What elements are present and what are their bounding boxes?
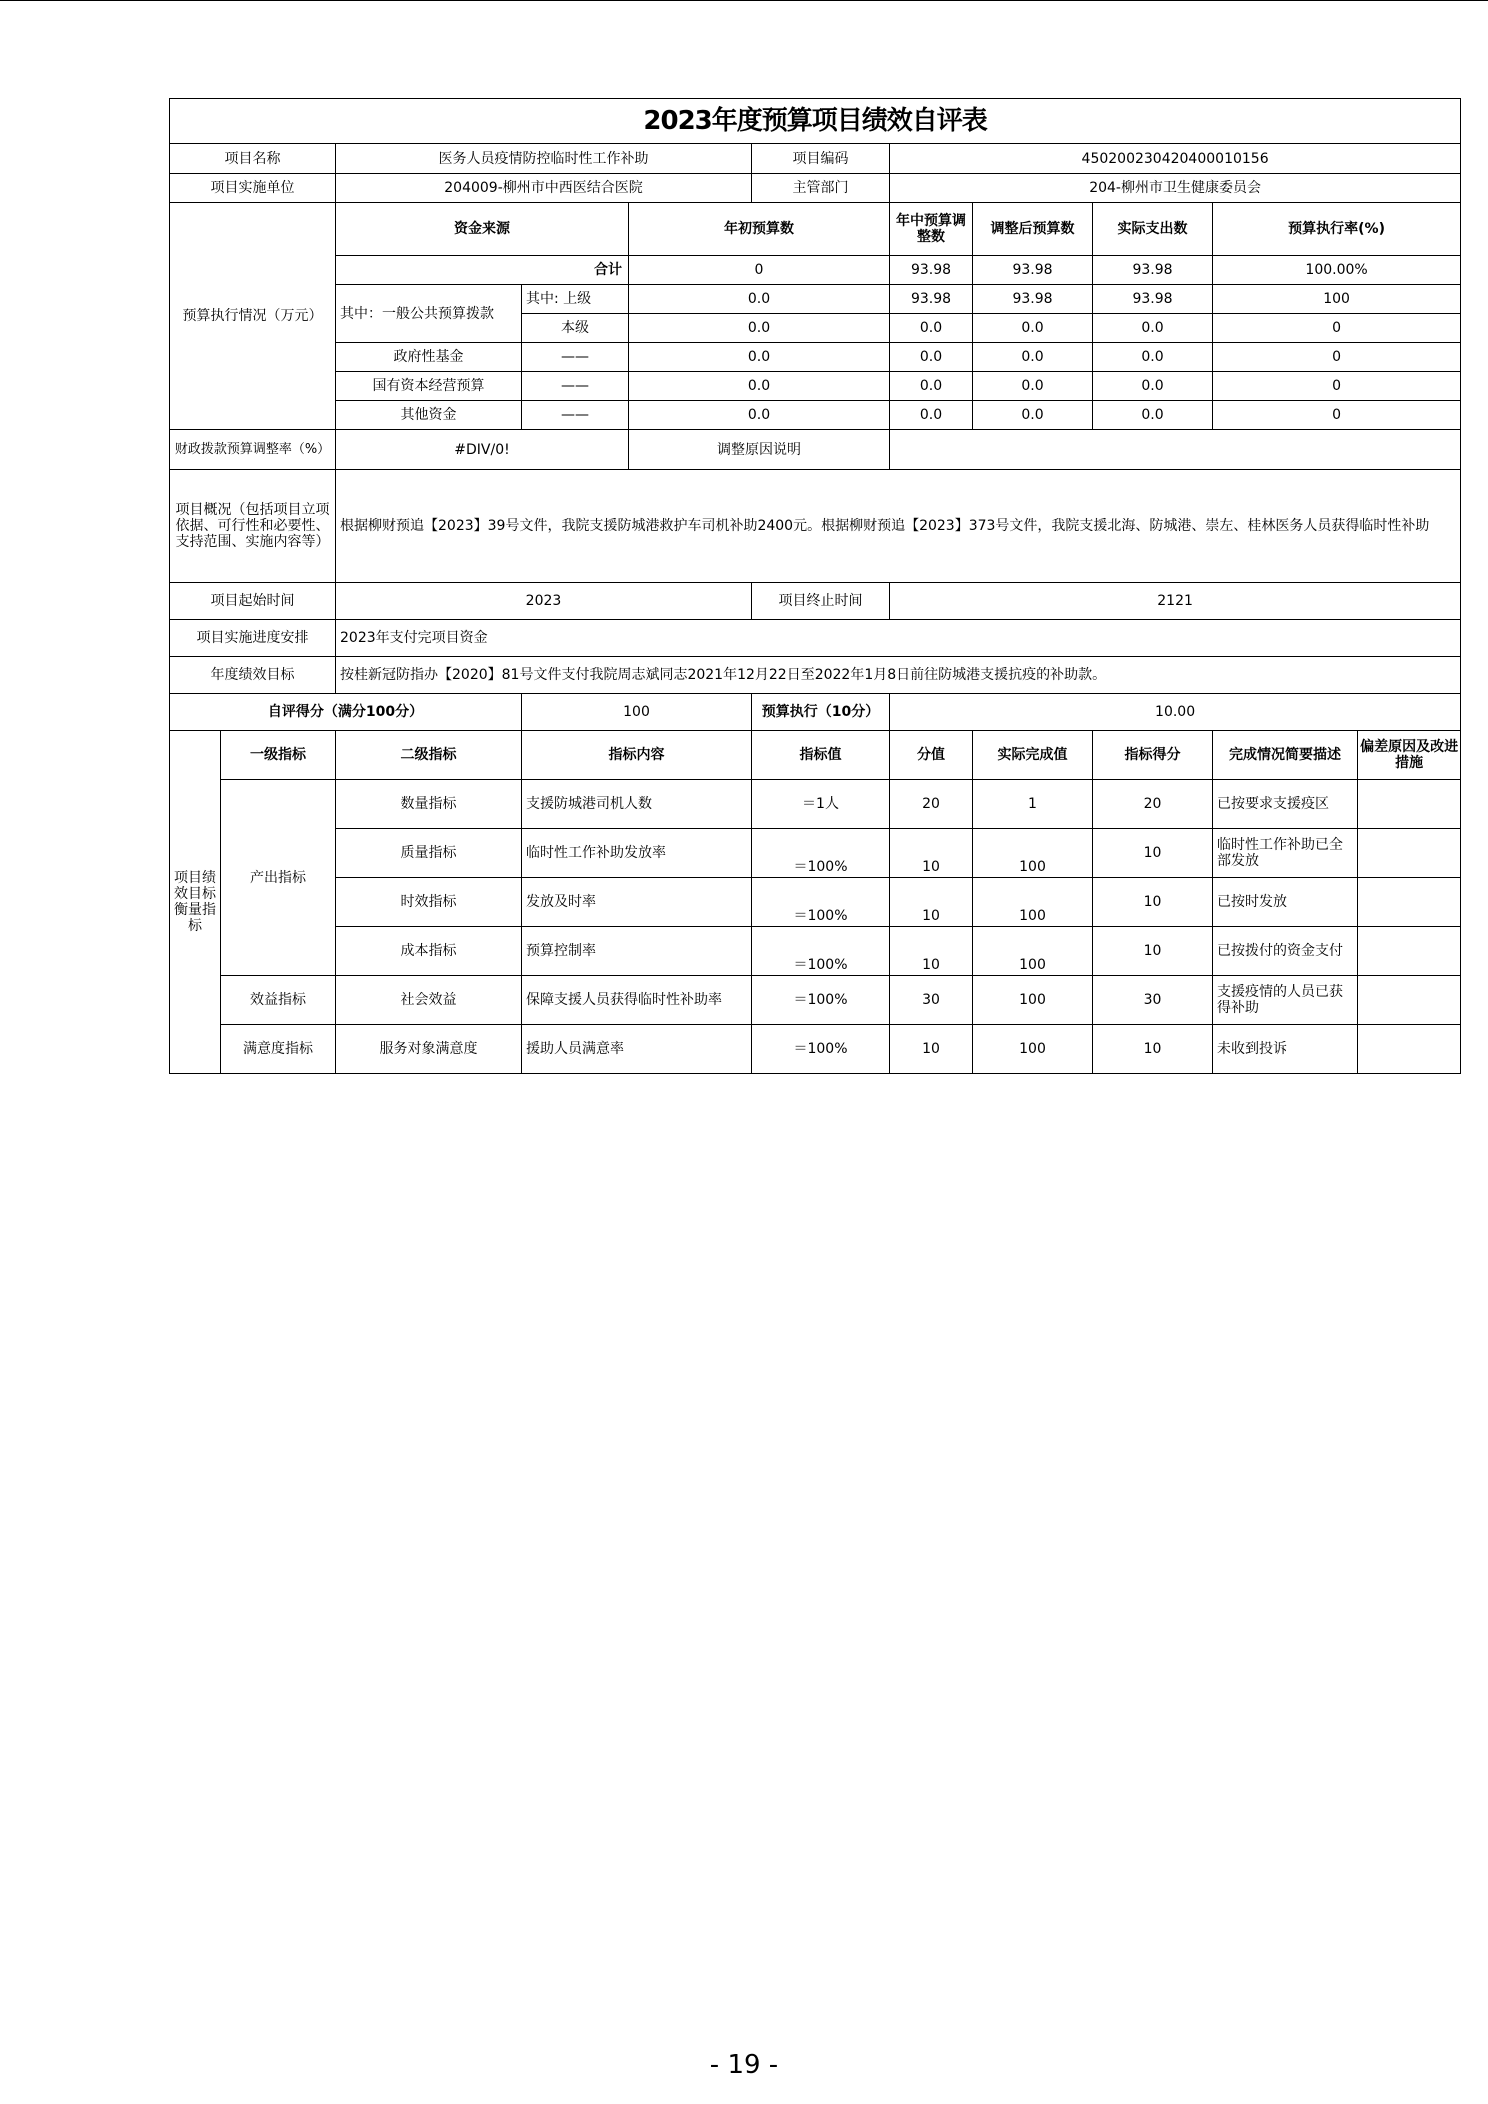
- budget-header-source: 资金来源: [336, 203, 629, 256]
- adjust-rate-label: 财政拨款预算调整率（%）: [170, 430, 336, 470]
- budget-general-local-label: 本级: [522, 314, 629, 343]
- indicator-points: 10: [890, 1025, 973, 1074]
- budget-general-upper-rate: 100: [1213, 285, 1461, 314]
- project-name-row: [170, 144, 1461, 174]
- indicator-header-value: 指标值: [752, 731, 890, 780]
- budget-fund-rate: 0: [1213, 343, 1461, 372]
- exec-score-label: 预算执行（10分）: [752, 694, 890, 731]
- indicator-content: 援助人员满意率: [522, 1025, 752, 1074]
- indicator-row: [170, 927, 1461, 976]
- budget-fund-initial: 0.0: [629, 343, 890, 372]
- indicator-score: 10: [1093, 878, 1213, 927]
- indicator-section-label: 项目绩效目标衡量指标: [170, 731, 221, 1074]
- indicator-level2: 服务对象满意度: [336, 1025, 522, 1074]
- indicator-reason: [1358, 780, 1461, 829]
- indicator-reason: [1358, 927, 1461, 976]
- indicator-reason: [1358, 829, 1461, 878]
- indicator-actual: 100: [973, 927, 1093, 976]
- indicator-reason: [1358, 976, 1461, 1025]
- budget-general-local-adjusted: 0.0: [973, 314, 1093, 343]
- dept-value: 204-柳州市卫生健康委员会: [890, 174, 1461, 203]
- indicator-desc: 未收到投诉: [1213, 1025, 1358, 1074]
- evaluation-table: [169, 98, 1461, 1074]
- budget-header-row: [170, 203, 1461, 256]
- project-code-value: 450200230420400010156: [890, 144, 1461, 174]
- project-unit-row: [170, 174, 1461, 203]
- budget-state-capital-initial: 0.0: [629, 372, 890, 401]
- budget-section-label: 预算执行情况（万元）: [170, 203, 336, 430]
- budget-fund-label: 政府性基金: [336, 343, 522, 372]
- indicator-desc: 支援疫情的人员已获得补助: [1213, 976, 1358, 1025]
- budget-fund-actual: 0.0: [1093, 343, 1213, 372]
- indicator-desc: 已按时发放: [1213, 878, 1358, 927]
- indicator-level2: 社会效益: [336, 976, 522, 1025]
- indicator-header-desc: 完成情况简要描述: [1213, 731, 1358, 780]
- budget-total-actual: 93.98: [1093, 256, 1213, 285]
- budget-state-capital-dash: ——: [522, 372, 629, 401]
- indicator-row: [170, 976, 1461, 1025]
- self-score-label: 自评得分（满分100分）: [170, 694, 522, 731]
- project-unit-label: 项目实施单位: [170, 174, 336, 203]
- adjust-rate-value: #DIV/0!: [336, 430, 629, 470]
- budget-header-rate: 预算执行率(%): [1213, 203, 1461, 256]
- page-top-border: [0, 0, 1488, 1]
- adjust-rate-row: [170, 430, 1461, 470]
- indicator-value: ＝100%: [752, 829, 890, 878]
- budget-other-actual: 0.0: [1093, 401, 1213, 430]
- budget-row-total: [170, 256, 1461, 285]
- start-time-value: 2023: [336, 583, 752, 620]
- budget-general-label: 其中：一般公共预算拨款: [336, 285, 522, 343]
- budget-row-other: [170, 401, 1461, 430]
- budget-fund-midyear: 0.0: [890, 343, 973, 372]
- indicator-content: 发放及时率: [522, 878, 752, 927]
- adjust-reason-label: 调整原因说明: [629, 430, 890, 470]
- indicator-desc: 临时性工作补助已全部发放: [1213, 829, 1358, 878]
- indicator-score: 10: [1093, 1025, 1213, 1074]
- budget-header-actual: 实际支出数: [1093, 203, 1213, 256]
- indicator-header-actual: 实际完成值: [973, 731, 1093, 780]
- budget-state-capital-actual: 0.0: [1093, 372, 1213, 401]
- indicator-content: 保障支援人员获得临时性补助率: [522, 976, 752, 1025]
- end-time-value: 2121: [890, 583, 1461, 620]
- indicator-value: ＝100%: [752, 927, 890, 976]
- budget-general-upper-actual: 93.98: [1093, 285, 1213, 314]
- indicator-row: [170, 1025, 1461, 1074]
- end-time-label: 项目终止时间: [752, 583, 890, 620]
- indicator-actual: 100: [973, 1025, 1093, 1074]
- indicator-group-output: 产出指标: [221, 780, 336, 976]
- schedule-row: [170, 620, 1461, 657]
- budget-general-upper-midyear: 93.98: [890, 285, 973, 314]
- adjust-reason-value: [890, 430, 1461, 470]
- period-row: [170, 583, 1461, 620]
- schedule-label: 项目实施进度安排: [170, 620, 336, 657]
- budget-general-local-initial: 0.0: [629, 314, 890, 343]
- project-unit-value: 204009-柳州市中西医结合医院: [336, 174, 752, 203]
- schedule-text: 2023年支付完项目资金: [336, 620, 1461, 657]
- indicator-row: [170, 780, 1461, 829]
- goal-row: [170, 657, 1461, 694]
- budget-general-upper-label: 其中: 上级: [522, 285, 629, 314]
- budget-general-upper-adjusted: 93.98: [973, 285, 1093, 314]
- goal-text: 按桂新冠防指办【2020】81号文件支付我院周志斌同志2021年12月22日至2022年1月8日前往防城港支援抗疫的补助款。: [336, 657, 1461, 694]
- indicator-points: 10: [890, 878, 973, 927]
- budget-total-initial: 0: [629, 256, 890, 285]
- budget-general-upper-initial: 0.0: [629, 285, 890, 314]
- indicator-level2: 成本指标: [336, 927, 522, 976]
- indicator-row: [170, 829, 1461, 878]
- overview-text: 根据柳财预追【2023】39号文件，我院支援防城港救护车司机补助2400元。根据柳财预追【2023】373号文件，我院支援北海、防城港、崇左、桂林医务人员获得临时性补助: [336, 470, 1461, 583]
- indicator-points: 20: [890, 780, 973, 829]
- budget-state-capital-label: 国有资本经营预算: [336, 372, 522, 401]
- title-row: [170, 99, 1461, 144]
- indicator-value: ＝100%: [752, 976, 890, 1025]
- budget-other-rate: 0: [1213, 401, 1461, 430]
- budget-header-initial: 年初预算数: [629, 203, 890, 256]
- indicator-score: 20: [1093, 780, 1213, 829]
- overview-label: 项目概况（包括项目立项依据、可行性和必要性、支持范围、实施内容等）: [170, 470, 336, 583]
- exec-score-value: 10.00: [890, 694, 1461, 731]
- indicator-actual: 100: [973, 829, 1093, 878]
- budget-general-local-rate: 0: [1213, 314, 1461, 343]
- indicator-header-content: 指标内容: [522, 731, 752, 780]
- overview-row: [170, 470, 1461, 583]
- project-name-value: 医务人员疫情防控临时性工作补助: [336, 144, 752, 174]
- indicator-content: 预算控制率: [522, 927, 752, 976]
- budget-other-dash: ——: [522, 401, 629, 430]
- performance-evaluation-sheet: [169, 98, 1460, 1074]
- indicator-actual: 1: [973, 780, 1093, 829]
- indicator-score: 30: [1093, 976, 1213, 1025]
- budget-total-adjusted: 93.98: [973, 256, 1093, 285]
- budget-row-fund: [170, 343, 1461, 372]
- budget-fund-adjusted: 0.0: [973, 343, 1093, 372]
- indicator-content: 支援防城港司机人数: [522, 780, 752, 829]
- budget-other-midyear: 0.0: [890, 401, 973, 430]
- goal-label: 年度绩效目标: [170, 657, 336, 694]
- indicator-group-benefit: 效益指标: [221, 976, 336, 1025]
- dept-label: 主管部门: [752, 174, 890, 203]
- indicator-actual: 100: [973, 976, 1093, 1025]
- project-name-label: 项目名称: [170, 144, 336, 174]
- indicator-header-level2: 二级指标: [336, 731, 522, 780]
- budget-state-capital-rate: 0: [1213, 372, 1461, 401]
- indicator-header-points: 分值: [890, 731, 973, 780]
- indicator-score: 10: [1093, 829, 1213, 878]
- budget-header-adjusted: 调整后预算数: [973, 203, 1093, 256]
- budget-total-label: 合计: [336, 256, 629, 285]
- indicator-points: 10: [890, 829, 973, 878]
- indicator-actual: 100: [973, 878, 1093, 927]
- indicator-points: 10: [890, 927, 973, 976]
- indicator-content: 临时性工作补助发放率: [522, 829, 752, 878]
- budget-state-capital-midyear: 0.0: [890, 372, 973, 401]
- budget-general-local-midyear: 0.0: [890, 314, 973, 343]
- indicator-level2: 数量指标: [336, 780, 522, 829]
- indicator-header-score: 指标得分: [1093, 731, 1213, 780]
- indicator-value: ＝1人: [752, 780, 890, 829]
- indicator-header-level1: 一级指标: [221, 731, 336, 780]
- budget-state-capital-adjusted: 0.0: [973, 372, 1093, 401]
- indicator-desc: 已按拨付的资金支付: [1213, 927, 1358, 976]
- indicator-group-satisfaction: 满意度指标: [221, 1025, 336, 1074]
- project-code-label: 项目编码: [752, 144, 890, 174]
- indicator-desc: 已按要求支援疫区: [1213, 780, 1358, 829]
- budget-other-label: 其他资金: [336, 401, 522, 430]
- budget-row-general-upper: [170, 285, 1461, 314]
- page-number: - 19 -: [709, 2050, 779, 2080]
- indicator-points: 30: [890, 976, 973, 1025]
- indicator-level2: 质量指标: [336, 829, 522, 878]
- budget-general-local-actual: 0.0: [1093, 314, 1213, 343]
- indicator-row: [170, 878, 1461, 927]
- score-row: [170, 694, 1461, 731]
- indicator-value: ＝100%: [752, 1025, 890, 1074]
- budget-total-rate: 100.00%: [1213, 256, 1461, 285]
- indicator-reason: [1358, 878, 1461, 927]
- indicator-reason: [1358, 1025, 1461, 1074]
- budget-total-midyear: 93.98: [890, 256, 973, 285]
- indicator-score: 10: [1093, 927, 1213, 976]
- indicator-header-reason: 偏差原因及改进措施: [1358, 731, 1461, 780]
- self-score-value: 100: [522, 694, 752, 731]
- budget-row-state-capital: [170, 372, 1461, 401]
- budget-other-adjusted: 0.0: [973, 401, 1093, 430]
- page-title: 2023年度预算项目绩效自评表: [170, 99, 1461, 144]
- budget-header-midyear: 年中预算调整数: [890, 203, 973, 256]
- indicator-value: ＝100%: [752, 878, 890, 927]
- budget-fund-dash: ——: [522, 343, 629, 372]
- start-time-label: 项目起始时间: [170, 583, 336, 620]
- indicator-level2: 时效指标: [336, 878, 522, 927]
- budget-other-initial: 0.0: [629, 401, 890, 430]
- indicator-header-row: [170, 731, 1461, 780]
